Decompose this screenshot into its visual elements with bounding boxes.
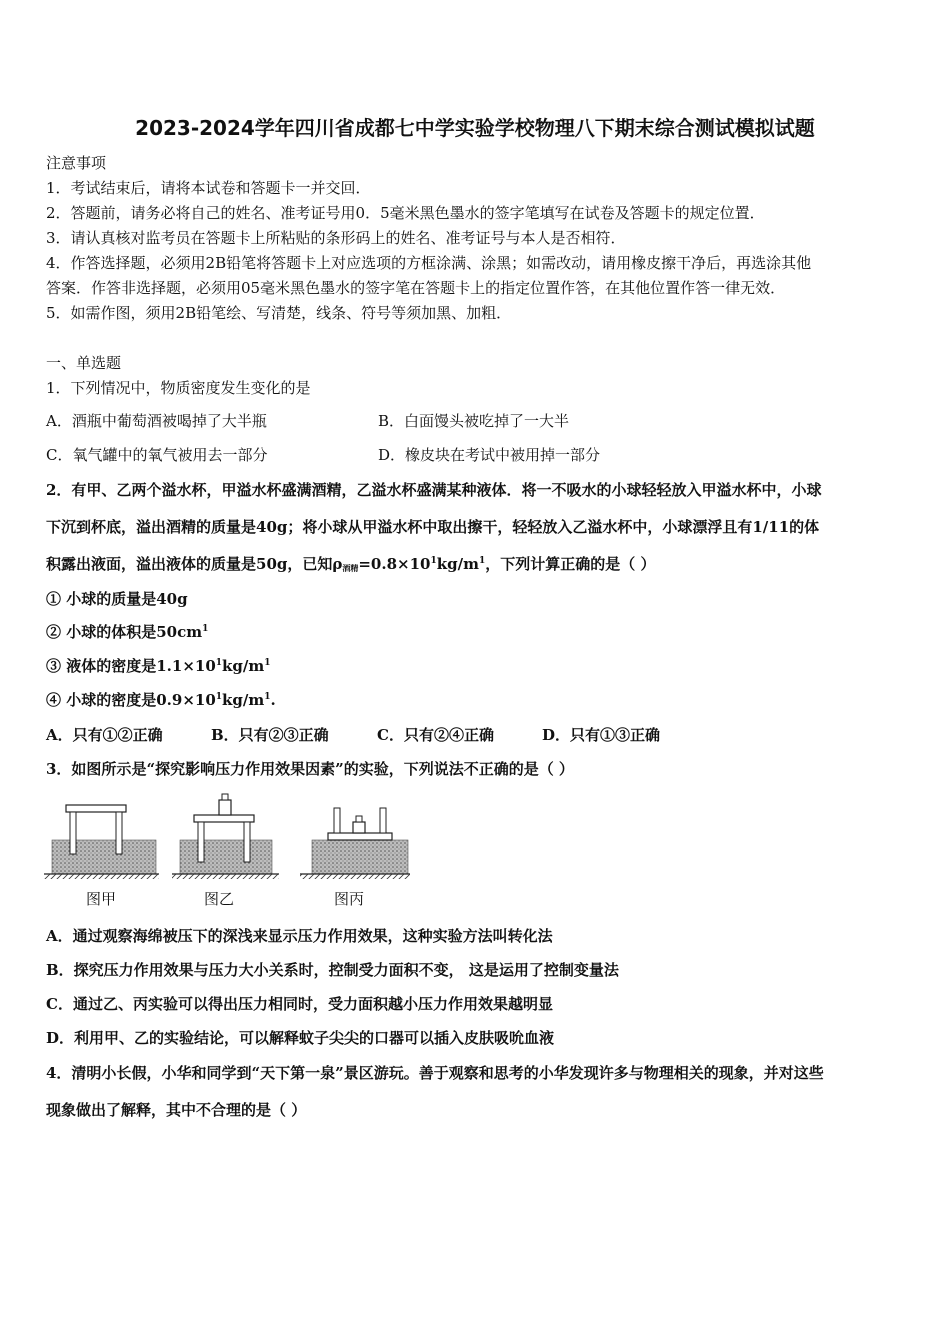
q1-option-c: C．氧气罐中的氧气被用去一部分: [46, 446, 268, 464]
figure-caption-bing: 图丙: [334, 890, 365, 908]
q2-statement-3: ③ 液体的密度是$1.1\times 10^1kg/m^1$: [46, 657, 271, 675]
figure-caption-yi: 图乙: [204, 890, 235, 908]
q2-option-d: D．只有①③正确: [542, 726, 661, 744]
q2-statement-1: ① 小球的质量是40g: [46, 590, 188, 608]
q1-option-b: B．白面馒头被吃掉了一大半: [378, 412, 570, 430]
q1-option-d: D．橡皮块在考试中被用掉一部分: [378, 446, 601, 464]
question-4-line: 4．清明小长假，小华和同学到“天下第一泉”景区游玩。善于观察和思考的小华发现许多与物理相关的现象，并对这些: [46, 1064, 824, 1082]
figure-caption-jia: 图甲: [86, 890, 117, 908]
section-heading: 一、单选题: [46, 354, 122, 372]
q2-option-b: B．只有②③正确: [211, 726, 329, 744]
notice-item: 4．作答选择题，必须用2B铅笔将答题卡上对应选项的方框涂满、涂黑；如需改动，请用橡皮擦干净后，再选涂其他: [46, 254, 812, 272]
q1-option-a: A．酒瓶中葡萄酒被喝掉了大半瓶: [46, 412, 267, 430]
question-4-line: 现象做出了解释，其中不合理的是（ ）: [46, 1101, 307, 1119]
q3-option-c: C．通过乙、丙实验可以得出压力相同时，受力面积越小压力作用效果越明显: [46, 995, 553, 1013]
figure-jia: [44, 805, 159, 879]
q2-option-a: A．只有①②正确: [46, 726, 163, 744]
question-2-line: 2．有甲、乙两个溢水杯，甲溢水杯盛满酒精，乙溢水杯盛满某种液体．将一不吸水的小球轻轻放入甲溢水杯中，小球: [46, 481, 822, 499]
notice-item: 答案．作答非选择题，必须用05毫米黑色墨水的签字笔在答题卡上的指定位置作答，在其他位置作答一律无效．: [46, 279, 786, 297]
notice-heading: 注意事项: [46, 154, 107, 172]
figure-bing: [300, 808, 410, 879]
q2-option-c: C．只有②④正确: [377, 726, 494, 744]
q3-option-a: A．通过观察海绵被压下的深浅来显示压力作用效果，这种实验方法叫转化法: [46, 927, 553, 945]
q2-statement-4: ④ 小球的密度是$0.9\times 10^1kg/m^1$.: [46, 691, 276, 709]
notice-item: 5．如需作图，须用2B铅笔绘、写清楚，线条、符号等须加黑、加粗．: [46, 304, 512, 322]
q2-statement-2: ② 小球的体积是$50cm^1$: [46, 623, 209, 641]
q3-option-d: D．利用甲、乙的实验结论，可以解释蚊子尖尖的口器可以插入皮肤吸吮血液: [46, 1029, 555, 1047]
notice-item: 1．考试结束后，请将本试卷和答题卡一并交回．: [46, 179, 371, 197]
question-3-stem: 3．如图所示是“探究影响压力作用效果因素”的实验，下列说法不正确的是（ ）: [46, 760, 574, 778]
figure-yi: [172, 794, 279, 879]
notice-item: 3．请认真核对监考员在答题卡上所粘贴的条形码上的姓名、准考证号与本人是否相符．: [46, 229, 626, 247]
question-1-stem: 1．下列情况中，物质密度发生变化的是: [46, 379, 311, 397]
question-2-line: 积露出液面，溢出液体的质量是50g，已知$\rho_{酒精}=0.8\times 10^1kg/m^1$，下列计算正确的是（ ）: [46, 555, 656, 573]
question-2-line: 下沉到杯底，溢出酒精的质量是40g；将小球从甲溢水杯中取出擦干，轻轻放入乙溢水杯中，小球漂浮且有1/11的体: [46, 518, 820, 536]
notice-item: 2．答题前，请务必将自己的姓名、准考证号用0．5毫米黑色墨水的签字笔填写在试卷及答题卡的规定位置．: [46, 204, 765, 222]
pressure-experiment-figure: [44, 790, 414, 915]
page-title: 2023-2024学年四川省成都七中学实验学校物理八下期末综合测试模拟试题: [135, 116, 815, 140]
q3-option-b: B．探究压力作用效果与压力大小关系时，控制受力面积不变， 这是运用了控制变量法: [46, 961, 619, 979]
